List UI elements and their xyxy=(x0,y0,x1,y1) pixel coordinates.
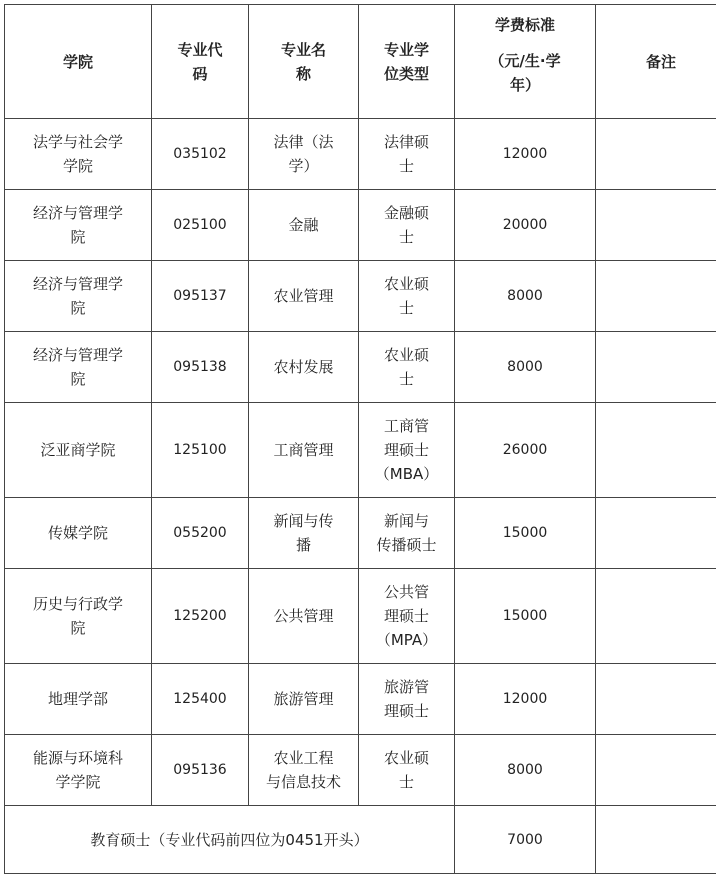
table-row xyxy=(5,403,716,498)
cell-major-code xyxy=(152,190,249,261)
cell-major-code-value: 125400 xyxy=(173,691,227,707)
cell-degree-type-line: 士 xyxy=(398,370,414,388)
cell-major-code-value: 095136 xyxy=(173,762,227,778)
cell-college-line: 能源与环境科 xyxy=(32,749,123,767)
cell-degree-type xyxy=(359,735,455,806)
cell-degree-type-line: 士 xyxy=(398,773,414,791)
cell-college xyxy=(5,569,152,664)
cell-remarks xyxy=(596,119,716,190)
cell-major-name xyxy=(249,403,359,498)
header-major-name: 专业名 称 xyxy=(249,5,359,119)
cell-tuition-value: 15000 xyxy=(502,608,548,624)
cell-tuition xyxy=(455,806,596,874)
cell-major-code-value: 025100 xyxy=(173,217,227,233)
cell-degree-type-line: 士 xyxy=(398,299,414,317)
cell-college-line: 经济与管理学 xyxy=(32,346,123,364)
cell-degree-type-line: 新闻与 xyxy=(383,512,429,530)
cell-remarks xyxy=(596,190,716,261)
cell-major-name xyxy=(249,261,359,332)
header-tuition: 学费标准 （元/生·学 年） xyxy=(455,5,596,119)
cell-degree-type-line: 理硕士 xyxy=(383,441,429,459)
cell-major-name-line: 与信息技术 xyxy=(265,773,341,791)
cell-major-name-line: 农业工程 xyxy=(273,749,334,767)
cell-degree-type-line: （MBA） xyxy=(374,465,439,483)
cell-degree-type xyxy=(359,569,455,664)
cell-college-line: 院 xyxy=(70,299,86,317)
cell-major-name-line: 金融 xyxy=(288,216,319,234)
cell-major-name-line: 播 xyxy=(295,536,311,554)
cell-tuition-value: 8000 xyxy=(507,762,543,778)
cell-education-master-label xyxy=(5,806,455,874)
cell-major-name-line: 法律（法 xyxy=(273,133,334,151)
cell-degree-type xyxy=(359,498,455,569)
cell-tuition xyxy=(455,498,596,569)
cell-remarks xyxy=(596,735,716,806)
table-row xyxy=(5,569,716,664)
cell-major-name-line: 公共管理 xyxy=(273,607,334,625)
header-college: 学院 xyxy=(5,5,152,119)
cell-tuition-value: 7000 xyxy=(507,831,543,848)
cell-remarks xyxy=(596,569,716,664)
cell-degree-type-line: 工商管 xyxy=(383,417,429,435)
table-row xyxy=(5,664,716,735)
cell-major-name xyxy=(249,332,359,403)
cell-tuition-value: 8000 xyxy=(507,359,543,375)
cell-tuition xyxy=(455,569,596,664)
cell-tuition-value: 12000 xyxy=(502,146,548,162)
table-row xyxy=(5,261,716,332)
cell-college-line: 法学与社会学 xyxy=(32,133,123,151)
cell-degree-type-line: （MPA） xyxy=(375,631,438,649)
cell-college-line: 院 xyxy=(70,619,86,637)
cell-degree-type xyxy=(359,332,455,403)
table-row xyxy=(5,498,716,569)
table-row xyxy=(5,119,716,190)
cell-tuition-value: 8000 xyxy=(507,288,543,304)
table-row-education-master xyxy=(5,806,716,874)
cell-college-line: 经济与管理学 xyxy=(32,204,123,222)
cell-college-line: 院 xyxy=(70,370,86,388)
cell-college-line: 学学院 xyxy=(55,773,101,791)
cell-tuition xyxy=(455,735,596,806)
cell-college-line: 经济与管理学 xyxy=(32,275,123,293)
cell-college-line: 泛亚商学院 xyxy=(40,441,116,459)
cell-college xyxy=(5,332,152,403)
cell-major-code-value: 035102 xyxy=(173,146,227,162)
cell-college xyxy=(5,403,152,498)
cell-remarks xyxy=(596,664,716,735)
cell-tuition-value: 12000 xyxy=(502,691,548,707)
cell-degree-type-line: 农业硕 xyxy=(383,275,429,293)
cell-degree-type-line: 士 xyxy=(398,157,414,175)
table-row xyxy=(5,332,716,403)
table-row xyxy=(5,735,716,806)
cell-major-name-line: 学） xyxy=(288,157,319,175)
cell-tuition xyxy=(455,332,596,403)
cell-remarks xyxy=(596,806,716,874)
cell-degree-type-line: 理硕士 xyxy=(383,702,429,720)
cell-degree-type xyxy=(359,403,455,498)
cell-major-code xyxy=(152,332,249,403)
cell-major-name xyxy=(249,569,359,664)
cell-college xyxy=(5,664,152,735)
cell-major-name xyxy=(249,664,359,735)
cell-college-line: 地理学部 xyxy=(47,690,108,708)
table-body xyxy=(5,119,716,874)
cell-degree-type-line: 农业硕 xyxy=(383,749,429,767)
cell-major-name xyxy=(249,498,359,569)
header-remarks: 备注 xyxy=(596,5,716,119)
cell-major-code xyxy=(152,569,249,664)
table-row xyxy=(5,190,716,261)
tuition-fee-table xyxy=(4,4,716,874)
cell-major-name-line: 新闻与传 xyxy=(273,512,334,530)
cell-tuition xyxy=(455,119,596,190)
cell-major-name xyxy=(249,119,359,190)
header-major-code: 专业代 码 xyxy=(152,5,249,119)
cell-degree-type-line: 公共管 xyxy=(383,583,429,601)
cell-degree-type-line: 法律硕 xyxy=(383,133,429,151)
cell-major-code xyxy=(152,261,249,332)
cell-college xyxy=(5,190,152,261)
cell-remarks xyxy=(596,498,716,569)
cell-remarks xyxy=(596,332,716,403)
cell-college xyxy=(5,498,152,569)
cell-major-name-line: 工商管理 xyxy=(273,441,334,459)
cell-major-code-value: 055200 xyxy=(173,525,227,541)
cell-college xyxy=(5,261,152,332)
header-row xyxy=(5,5,716,119)
cell-major-code-value: 125200 xyxy=(173,608,227,624)
cell-major-name-line: 农业管理 xyxy=(273,287,334,305)
cell-degree-type-line: 理硕士 xyxy=(383,607,429,625)
cell-degree-type xyxy=(359,261,455,332)
cell-degree-type xyxy=(359,119,455,190)
cell-tuition-value: 15000 xyxy=(502,525,548,541)
cell-college xyxy=(5,119,152,190)
cell-major-name xyxy=(249,735,359,806)
cell-tuition xyxy=(455,664,596,735)
cell-degree-type-line: 农业硕 xyxy=(383,346,429,364)
cell-tuition-value: 26000 xyxy=(502,442,548,458)
cell-major-code xyxy=(152,735,249,806)
cell-major-name-line: 农村发展 xyxy=(273,358,334,376)
cell-major-code xyxy=(152,403,249,498)
cell-remarks xyxy=(596,261,716,332)
cell-degree-type xyxy=(359,190,455,261)
cell-college-line: 院 xyxy=(70,228,86,246)
cell-major-code xyxy=(152,119,249,190)
cell-tuition xyxy=(455,190,596,261)
cell-degree-type-line: 旅游管 xyxy=(383,678,429,696)
header-degree-type: 专业学 位类型 xyxy=(359,5,455,119)
cell-college-line: 学院 xyxy=(62,157,93,175)
cell-college-line: 历史与行政学 xyxy=(32,595,123,613)
cell-degree-type-line: 传播硕士 xyxy=(376,536,437,554)
cell-major-code-value: 095137 xyxy=(173,288,227,304)
cell-tuition xyxy=(455,261,596,332)
cell-college-line: 传媒学院 xyxy=(47,524,108,542)
cell-major-name xyxy=(249,190,359,261)
cell-degree-type-line: 士 xyxy=(398,228,414,246)
cell-major-code-value: 095138 xyxy=(173,359,227,375)
cell-remarks xyxy=(596,403,716,498)
cell-major-code xyxy=(152,498,249,569)
cell-major-code xyxy=(152,664,249,735)
cell-college xyxy=(5,735,152,806)
cell-major-code-value: 125100 xyxy=(173,442,227,458)
cell-degree-type-line: 金融硕 xyxy=(383,204,429,222)
cell-degree-type xyxy=(359,664,455,735)
cell-tuition xyxy=(455,403,596,498)
education-master-label: 教育硕士（专业代码前四位为0451开头） xyxy=(90,830,369,849)
cell-tuition-value: 20000 xyxy=(502,217,548,233)
cell-major-name-line: 旅游管理 xyxy=(273,690,334,708)
